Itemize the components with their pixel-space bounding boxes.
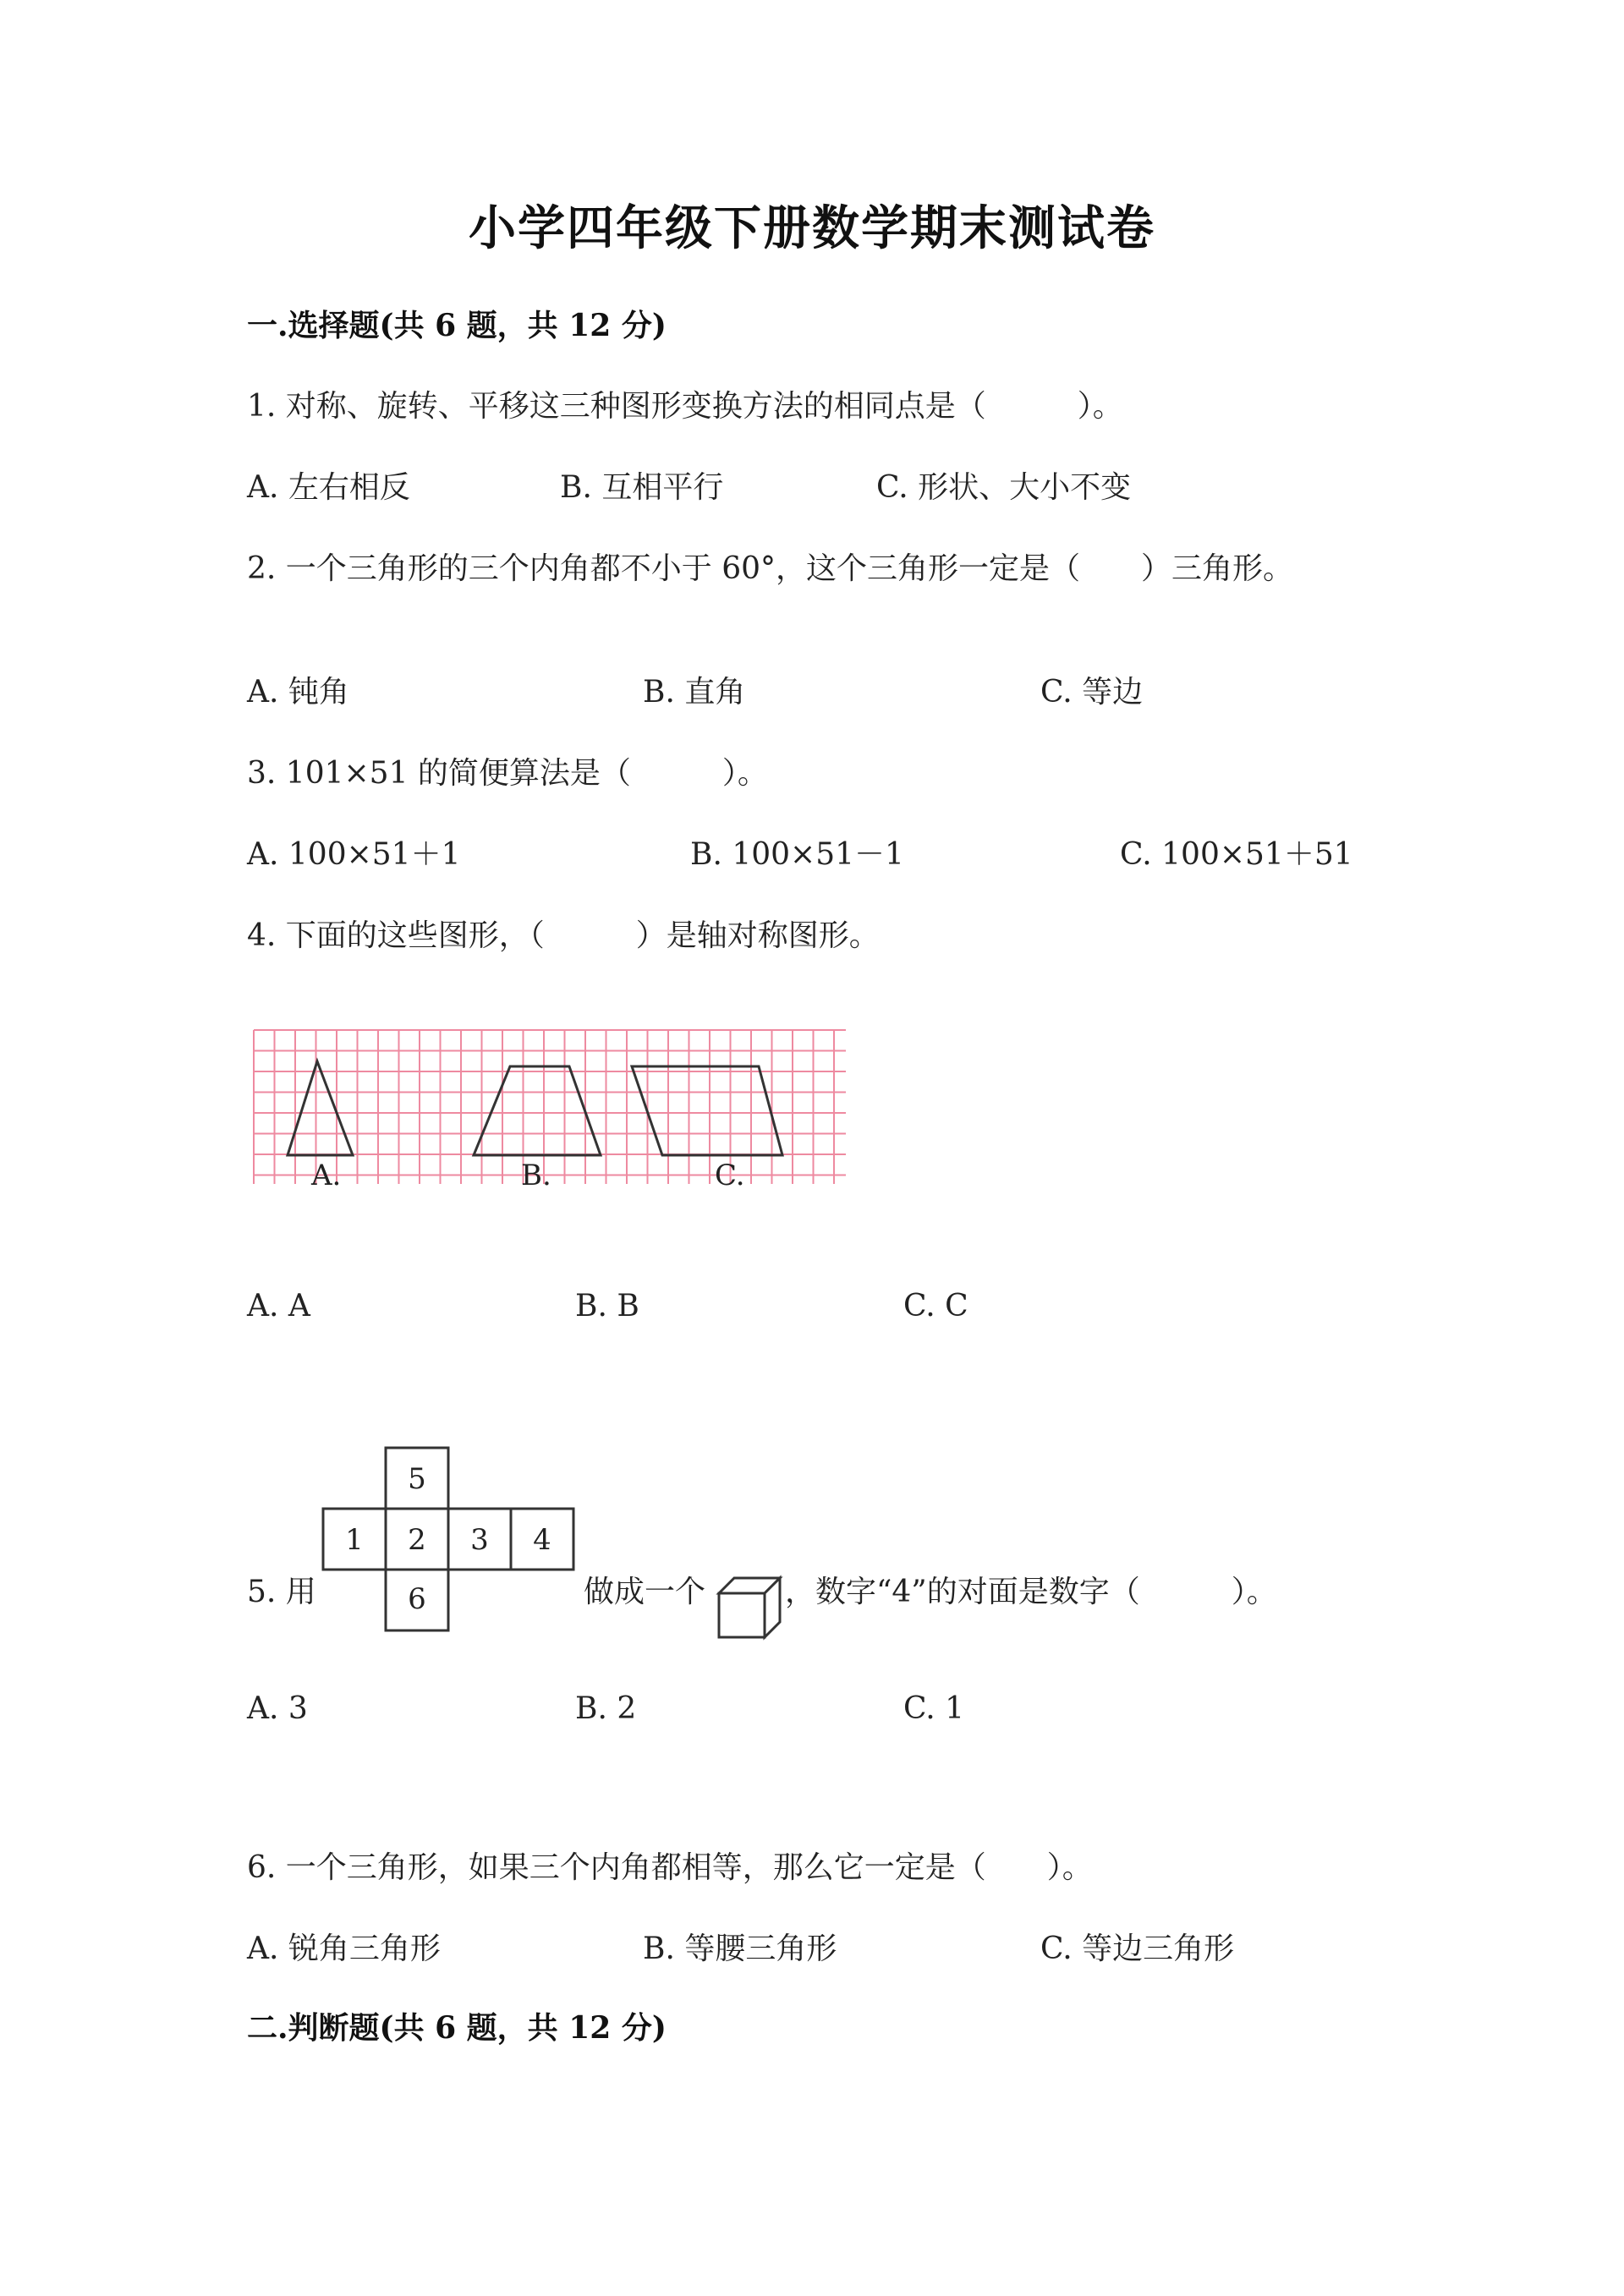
question-5-option-a: A. 3 [247,1691,308,1726]
question-6-option-c: C. 等边三角形 [1040,1932,1235,1966]
question-6-option-b: B. 等腰三角形 [643,1932,837,1966]
section-heading-judgement: 二.判断题(共 6 题，共 12 分) [247,2010,667,2046]
question-3-stem: 3. 101×51 的简便算法是（ ）。 [247,756,768,791]
question-2-option-b: B. 直角 [643,675,746,710]
triangle-shape [288,1061,353,1155]
question-5-option-c: C. 1 [903,1691,965,1726]
net-number: 2 [408,1523,426,1557]
net-number: 3 [470,1523,489,1557]
parallelogram-shape [632,1066,782,1155]
shapes-grid-figure [254,1030,854,1191]
cube-icon [717,1575,782,1639]
question-2-option-a: A. 钝角 [247,675,349,710]
question-1-option-c: C. 形状、大小不变 [876,470,1132,505]
question-3-option-c: C. 100×51＋51 [1120,837,1353,872]
question-6-stem: 6. 一个三角形，如果三个内角都相等，那么它一定是（ ）。 [247,1850,1093,1885]
question-5-option-b: B. 2 [575,1691,637,1726]
question-5-stem-suffix: ，数字“4”的对面是数字（ ）。 [785,1575,1277,1609]
net-number: 4 [533,1523,551,1557]
question-4-stem: 4. 下面的这些图形，（ ）是轴对称图形。 [247,918,880,953]
question-4-option-a: A. A [247,1289,310,1323]
question-3-option-a: A. 100×51＋1 [247,837,461,872]
section-heading-choice: 一.选择题(共 6 题，共 12 分) [247,308,667,343]
question-4-option-c: C. C [903,1289,968,1323]
figure-label-b: B. [521,1159,551,1192]
trapezoid-shape [474,1066,601,1155]
figure-label-c: C. [715,1159,745,1192]
net-number: 6 [408,1582,426,1616]
cube-net-figure [323,1446,577,1632]
question-3-option-b: B. 100×51－1 [690,837,904,872]
question-1-option-a: A. 左右相反 [247,470,410,505]
question-6-option-a: A. 锐角三角形 [247,1932,441,1966]
question-2-option-c: C. 等边 [1040,675,1144,710]
question-2-stem: 2. 一个三角形的三个内角都不小于 60°，这个三角形一定是（ ）三角形。 [247,551,1294,586]
question-1-option-b: B. 互相平行 [560,470,724,505]
question-1-stem: 1. 对称、旋转、平移这三种图形变换方法的相同点是（ ）。 [247,389,1123,424]
question-5-stem-middle: 做成一个 [584,1575,706,1609]
figure-label-a: A. [311,1159,342,1192]
question-4-option-b: B. B [575,1289,639,1323]
question-5-stem-prefix: 5. 用 [247,1575,316,1609]
net-number: 1 [345,1523,364,1557]
net-number: 5 [408,1462,426,1496]
page-title: 小学四年级下册数学期末测试卷 [469,200,1155,256]
